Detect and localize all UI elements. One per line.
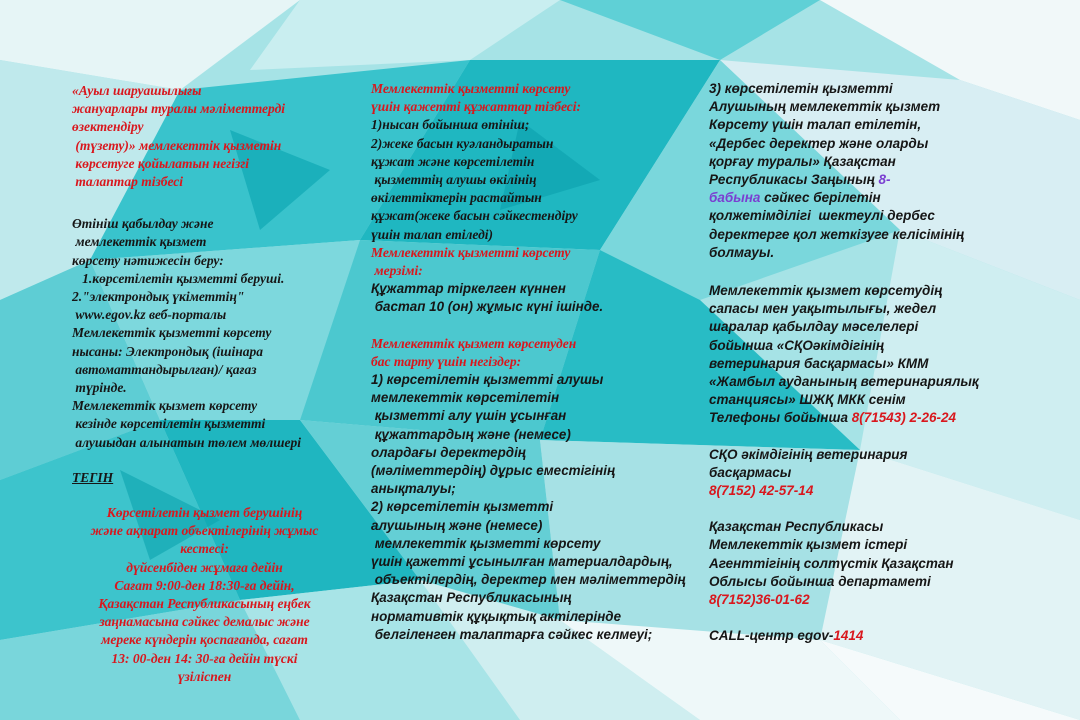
vet-department-phone: 8(7152) 42-57-14 (709, 483, 814, 499)
call-center: CALL-центр egov-1414 (709, 628, 864, 644)
column-contacts (709, 80, 999, 645)
personal-data-clause: 3) көрсетілетін қызметті Алушының мемлекеттік қызмет Көрсету үшін талап етілетін, «Дербес деректер және оларды қорғау туралы» Қазақстан Республикасы Заңының 8- бабына сәйкес берілетін қолжетімділігі шектеулі дербес деректерге қол жеткізуге келісімінің болмауы. (709, 81, 965, 260)
vet-department-contact: СҚО әкімдігінің ветеринария басқармасы 8(7152) 42-57-14 (709, 446, 999, 501)
refusal-heading: Мемлекеттік қызмет көрсетуден бас тарту үшін негіздер: (371, 335, 577, 369)
refusal-reasons: 1) көрсетілетін қызметті алушы мемлекеттік көрсетілетін қызметті алу үшін ұсынған құжаттардың және (немесе) олардағы деректердің (мәліметтердің) дұрыс еместігінің анықталуы; 2) көрсетілетін қызметті алушының және (немесе) мемлекеттік қызметті көрсету үшін қажетті ұсынылған материалдардың, объектілердің, деректер мен мәліметтердің Қазақстан Республикасының нормативтік құқықтық актілерінде белгіленген талаптарға сәйкес келмеуі; (371, 372, 686, 642)
station-phone: 8(71543) 2-26-24 (851, 410, 957, 426)
term-heading: Мемлекеттік қызметті көрсету мерзімі: (371, 244, 571, 279)
law-article-link: 8- (878, 172, 891, 188)
documents-list: 1)нысан бойынша өтініш; 2)жеке басын куәландыратын құжат және көрсетілетін қызметтің алушы өкілінің өкілеттіктерін растайтын құжат(жеке басын сәйкестендіру үшін талап етіледі) (371, 117, 578, 242)
work-schedule: Көрсетілетін қызмет берушінің және ақпарат объектілерінің жұмыс кестесі: дүйсенбіден жұмаға дейін Сағат 9:00-ден 18:30-ға дейін, Қазақстан Республикасының еңбек заңнамасына сәйкес демалыс және мереке күндерін қоспағанда, сағат 13: 00-ден 14: 30-ға дейін түскі үзіліспен (90, 505, 319, 684)
documents-heading: Мемлекеттік қызметті көрсету үшін қажетті құжаттар тізбесі: (371, 81, 582, 115)
quality-contact: Мемлекеттік қызмет көрсетудің сапасы мен уақытылығы, жедел шаралар қабылдау мәселелері бойынша «СҚОәкімдігінің ветеринария басқармасы» КММ «Жамбыл ауданының ветеринариялық станциясы» ШЖҚ МКК сенім Телефоны бойынша 8(71543) 2-26-24 (709, 283, 979, 426)
civil-service-agency-contact: Қазақстан Республикасы Мемлекеттік қызмет істері Агенттігінің солтүстік Қазақстан Облысы бойынша департаметі 8(7152)36-01-62 (709, 518, 999, 609)
service-title: «Ауыл шаруашылығы жануарлары туралы мәліметтерді өзектендіру (түзету)» мемлекеттік қызметін көрсетуге қойылатын негізгі талаптар тізбесі (72, 83, 286, 190)
column-requirements (72, 82, 344, 686)
egov-portal-text: www.egov.kz веб-порталы (72, 307, 227, 323)
free-of-charge-label: ТЕГІН (72, 469, 114, 485)
column-documents (371, 80, 691, 644)
law-article-link-cont: бабына (709, 190, 761, 206)
application-info: Өтініш қабылдау және мемлекеттік қызмет көрсету нәтижесін беру: 1.көрсетілетін қызметті беруші. 2."электрондық үкіметтің" www.egov.kz веб-порталы Мемлекеттік қызметті көрсету нысаны: Электрондық (ішінара автоматтандырылған)/ қағаз түрінде. Мемлекеттік қызмет көрсету кезінде көрсетілетін қызметті алушыдан алынатын төлем мөлшері (72, 215, 344, 452)
call-center-number: 1414 (833, 628, 864, 644)
term-text: Құжаттар тіркелген күннен бастап 10 (он) жұмыс күні ішінде. (371, 281, 604, 315)
agency-phone: 8(7152)36-01-62 (709, 592, 810, 608)
